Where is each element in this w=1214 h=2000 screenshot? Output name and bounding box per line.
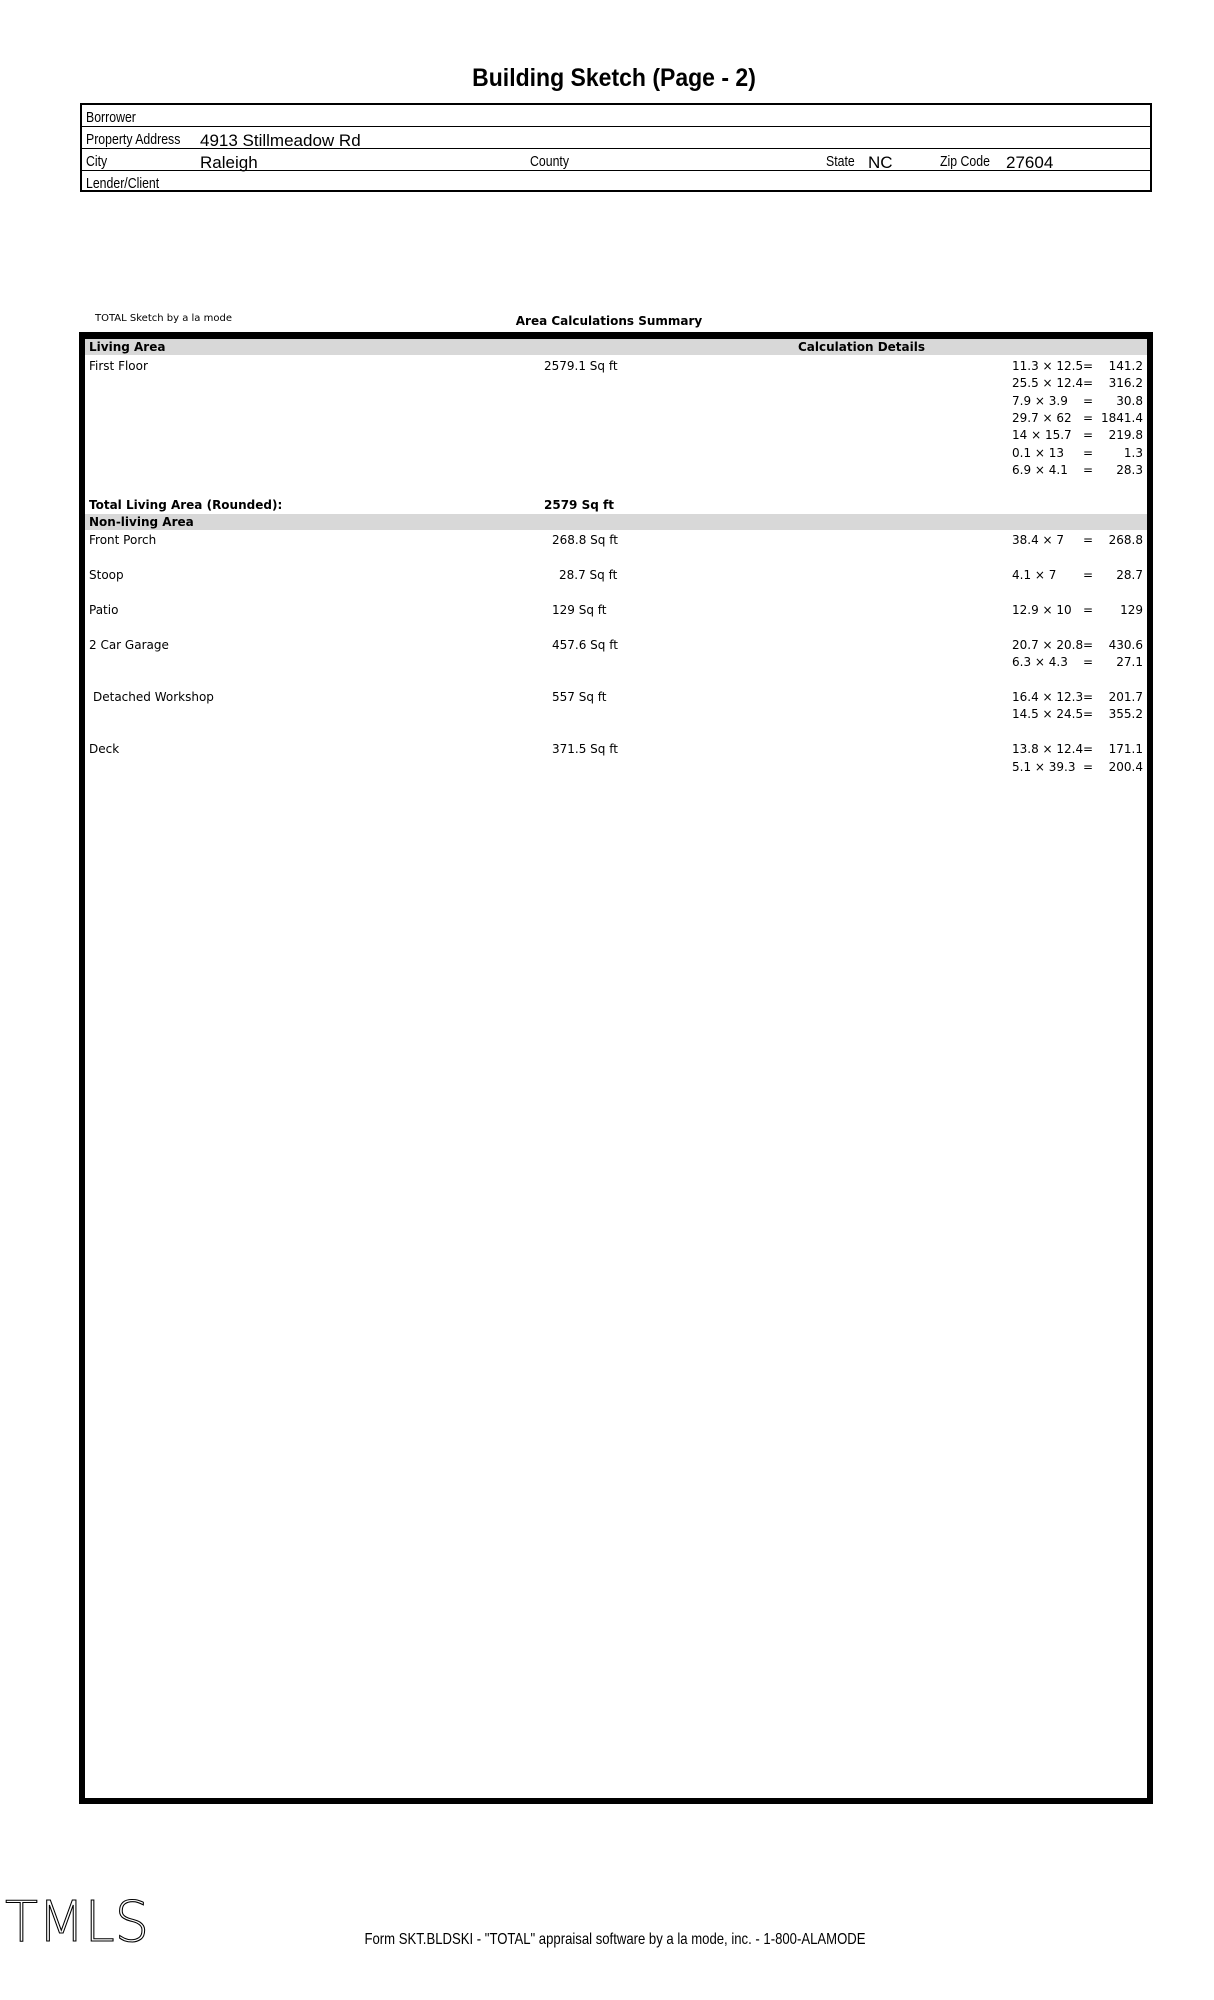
logo-text: TMLS [5,1897,149,1947]
sketch-credit: TOTAL Sketch by a la mode [95,313,232,324]
calc-result: 316.2 [1108,376,1143,390]
calc-equals: = [1083,603,1094,617]
zip-code-label: Zip Code [940,153,990,170]
borrower-row [82,105,1150,127]
calc-equals: = [1083,568,1094,582]
area-label: Patio [89,603,119,617]
calc-expression: 38.4 × 7 [1012,533,1065,547]
calc-equals: = [1083,707,1094,721]
calc-expression: 14 × 15.7 [1012,428,1072,442]
calc-expression: 6.9 × 4.1 [1012,463,1068,477]
calc-equals: = [1083,655,1094,669]
area-label: Detached Workshop [93,690,214,704]
area-value: 457.6 Sq ft [552,638,618,652]
calc-expression: 13.8 × 12.4 [1012,742,1084,756]
calc-expression: 16.4 × 12.3 [1012,690,1084,704]
area-label: Front Porch [89,533,157,547]
lender-row [82,171,1150,193]
property-address-row [82,127,1150,149]
calc-result: 30.8 [1116,394,1143,408]
calc-result: 219.8 [1108,428,1143,442]
calc-result: 1.3 [1123,446,1143,460]
calc-expression: 14.5 × 24.5 [1012,707,1084,721]
zip-code-value: 27604 [1006,153,1054,172]
footer-text: Form SKT.BLDSKI - "TOTAL" appraisal software by a la mode, inc. - 1-800-ALAMODE [364,1931,866,1948]
area-value: 557 Sq ft [552,690,607,704]
property-address-label: Property Address [86,131,181,148]
borrower-label: Borrower [86,109,136,126]
calc-expression: 25.5 × 12.4 [1012,376,1084,390]
calc-equals: = [1083,638,1094,652]
calculation-details-header: Calculation Details [798,340,926,354]
area-value: 129 Sq ft [552,603,607,617]
calc-equals: = [1083,359,1094,373]
calc-expression: 12.9 × 10 [1012,603,1072,617]
calc-expression: 11.3 × 12.5 [1012,359,1084,373]
calc-result: 141.2 [1108,359,1143,373]
area-label: 2 Car Garage [89,638,169,652]
calc-equals: = [1083,394,1094,408]
first-floor-area: 2579.1 Sq ft [544,359,618,373]
calc-equals: = [1083,411,1094,425]
property-address-value: 4913 Stillmeadow Rd [200,131,361,150]
living-area-band [85,339,1147,355]
state-value: NC [868,153,893,172]
calc-result: 355.2 [1108,707,1143,721]
calc-equals: = [1083,760,1094,774]
non-living-area-header: Non-living Area [89,515,194,529]
area-label: Deck [89,742,120,756]
city-label: City [86,153,108,170]
area-value: 268.8 Sq ft [552,533,618,547]
calc-expression: 7.9 × 3.9 [1012,394,1068,408]
calc-result: 200.4 [1108,760,1143,774]
calc-result: 1841.4 [1101,411,1143,425]
non-living-area-band [85,514,1147,530]
city-value: Raleigh [200,153,258,172]
calc-equals: = [1083,376,1094,390]
calc-equals: = [1083,533,1094,547]
city-row [82,149,1150,171]
total-living-area-value: 2579 Sq ft [544,498,614,512]
county-label: County [530,153,569,170]
calc-result: 129 [1120,603,1143,617]
calc-result: 28.3 [1116,463,1143,477]
calc-equals: = [1083,446,1094,460]
calc-result: 27.1 [1116,655,1143,669]
calc-equals: = [1083,463,1094,477]
calc-result: 28.7 [1116,568,1143,582]
calc-expression: 0.1 × 13 [1012,446,1065,460]
calc-result: 171.1 [1108,742,1143,756]
calc-result: 430.6 [1108,638,1143,652]
calc-equals: = [1083,742,1094,756]
calc-expression: 5.1 × 39.3 [1012,760,1076,774]
calc-result: 201.7 [1108,690,1143,704]
calc-expression: 6.3 × 4.3 [1012,655,1068,669]
area-summary-title: Area Calculations Summary [515,314,703,328]
area-value: 28.7 Sq ft [559,568,618,582]
first-floor-label: First Floor [89,359,148,373]
sketch-frame [79,332,1153,1804]
page-title: Building Sketch (Page - 2) [472,64,756,92]
header-info-box [80,103,1152,192]
area-value: 371.5 Sq ft [552,742,618,756]
calc-equals: = [1083,690,1094,704]
calc-expression: 20.7 × 20.8 [1012,638,1084,652]
lender-label: Lender/Client [86,175,160,192]
state-label: State [826,153,855,170]
living-area-header: Living Area [89,340,166,354]
calc-expression: 29.7 × 62 [1012,411,1072,425]
area-label: Stoop [89,568,124,582]
calc-expression: 4.1 × 7 [1012,568,1057,582]
calc-equals: = [1083,428,1094,442]
calc-result: 268.8 [1108,533,1143,547]
total-living-area-label: Total Living Area (Rounded): [89,498,283,512]
